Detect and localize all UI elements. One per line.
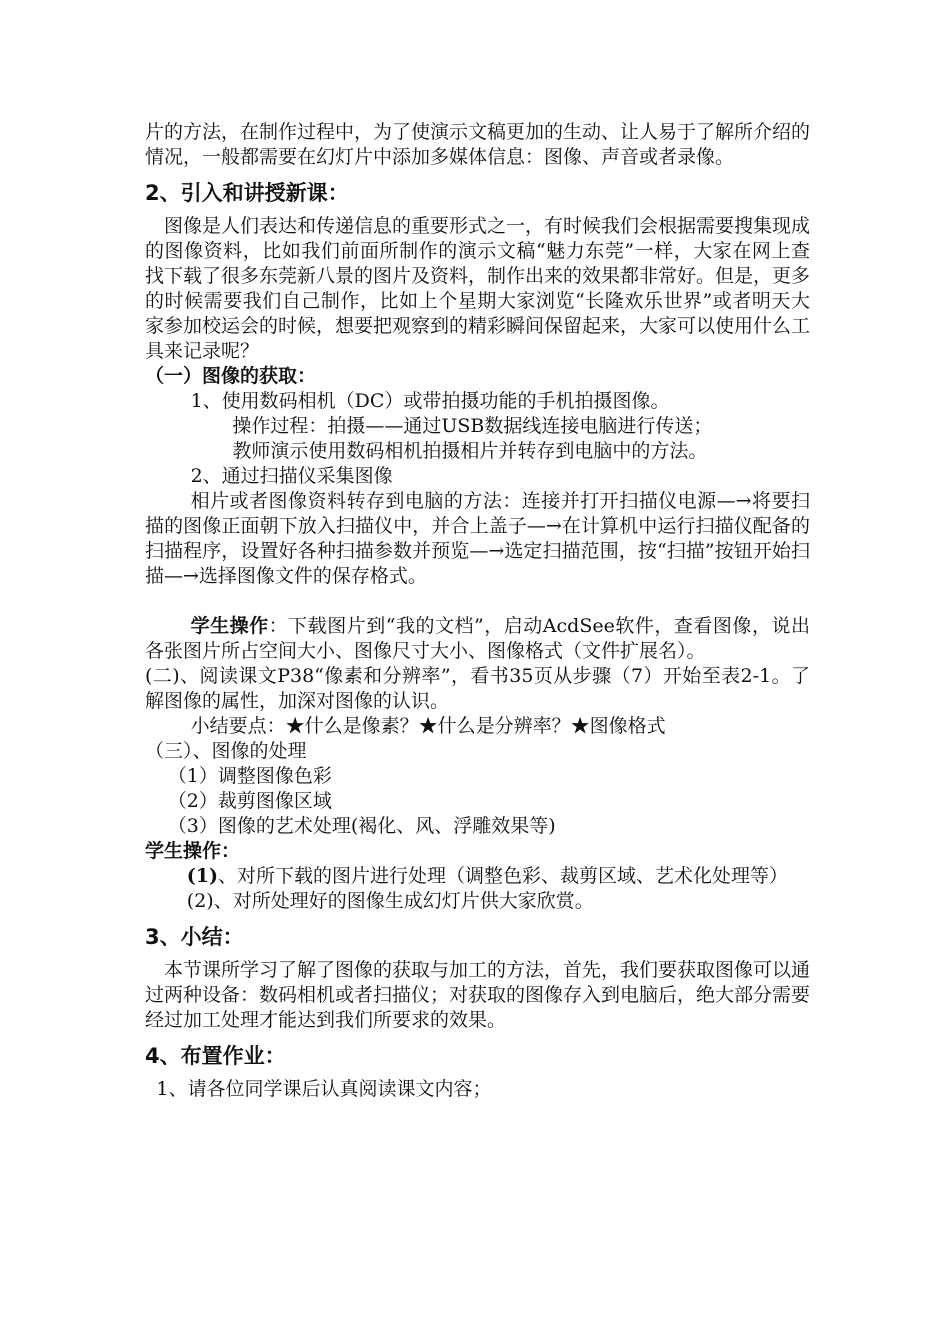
student-operation-2-item-2: (2)、对所处理好的图像生成幻灯片供大家欣赏。 [186,890,594,912]
homework-item-1: 1、请各位同学课后认真阅读课文内容； [156,1078,492,1100]
image-intro-paragraph: 图像是人们表达和传递信息的重要形式之一，有时候我们会根据需要搜集现成的图像资料，比如我们前面所制作的演示文稿“魅力东莞”一样，大家在网上查找下载了很多东莞新八景的图片及资料，制作出来的效果都非常好。但是，更多的时候需要我们自己制作，比如上个星期大家浏览“长隆欢乐世界”或者明天大家参加校运会的时候，想要把观察到的精彩瞬间保留起来，大家可以使用什么工具来记录呢？ [145,215,811,362]
summary-paragraph: 本节课所学习了解了图像的获取与加工的方法，首先，我们要获取图像可以通过两种设备：数码相机或者扫描仪；对获取的图像存入到电脑后，绝大部分需要经过加工处理才能达到我们所要求的效果。 [145,959,811,1031]
acquisition-camera-steps: 操作过程：拍摄——通过USB数据线连接电脑进行传送； [232,415,713,437]
student-operation-2-label: 学生操作： [145,840,241,862]
student-operation-label: 学生操作 [190,615,269,637]
heading-summary: 3、小结： [145,925,244,949]
section-read-textbook: (二)、阅读课文P38“像素和分辨率”，看书35页从步骤（7）开始至表2-1。了解图像的属性，加深对图像的认识。 [145,665,810,712]
heading-homework: 4、布置作业： [145,1044,286,1068]
acquisition-item-scanner: 2、通过扫描仪采集图像 [190,465,393,487]
acquisition-item-camera: 1、使用数码相机（DC）或带拍摄功能的手机拍摄图像。 [190,390,670,412]
summary-points: 小结要点：★什么是像素？★什么是分辨率？★图像格式 [190,715,666,737]
processing-item-art: （3）图像的艺术处理(褐化、风、浮雕效果等) [167,815,556,837]
section-image-acquisition-title: （一）图像的获取： [145,365,317,387]
processing-item-crop: （2）裁剪图像区域 [167,790,332,812]
section-image-processing-title: （三）、图像的处理 [145,740,307,762]
blank-line [145,589,810,614]
student-operation-2-item-1-text: 、对所下载的图片进行处理（调整色彩、裁剪区域、艺术化处理等） [218,865,789,887]
student-operation-2-item-1-number: (1) [186,865,218,887]
processing-item-color: （1）调整图像色彩 [167,765,332,787]
acquisition-camera-demo: 教师演示使用数码相机拍摄相片并转存到电脑中的方法。 [232,440,708,462]
document-page [145,120,810,1102]
intro-paragraph: 片的方法，在制作过程中，为了使演示文稿更加的生动、让人易于了解所介绍的情况，一般都需要在幻灯片中添加多媒体信息：图像、声音或者录像。 [145,121,811,168]
heading-new-lesson: 2、引入和讲授新课： [145,181,349,205]
student-operation-2-item-1 [145,864,810,889]
scanner-procedure-paragraph: 相片或者图像资料转存到电脑的方法：连接并打开扫描仪电源—→将要扫描的图像正面朝下放入扫描仪中，并合上盖子—→在计算机中运行扫描仪配备的扫描程序，设置好各种扫描参数并预览—→选定扫描范围，按“扫描”按钮开始扫描—→选择图像文件的保存格式。 [145,490,810,587]
student-operation-text: ：下载图片到“我的文档”，启动AcdSee软件，查看图像，说出各张图片所占空间大小、图像尺寸大小、图像格式（文件扩展名）。 [145,615,810,662]
student-operation-paragraph [145,614,810,664]
